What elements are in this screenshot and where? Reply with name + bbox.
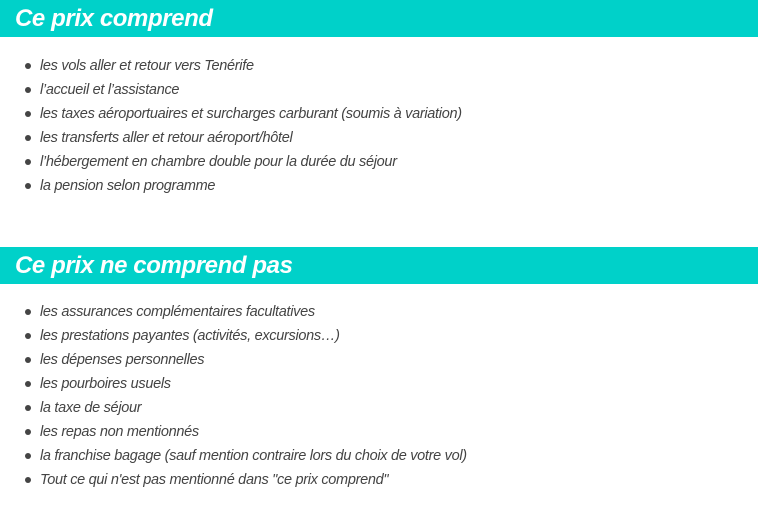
- list-item: [0, 372, 758, 396]
- excluded-list: [0, 300, 758, 492]
- list-item-text: les assurances complémentaires facultatives: [40, 304, 315, 320]
- bullet-icon: [25, 333, 31, 339]
- list-item: [0, 324, 758, 348]
- list-item-text: la taxe de séjour: [40, 400, 142, 416]
- list-item-text: la franchise bagage (sauf mention contraire lors du choix de votre vol): [40, 448, 467, 464]
- list-item: [0, 126, 758, 150]
- list-item-text: l’hébergement en chambre double pour la durée du séjour: [40, 154, 397, 170]
- list-item-text: les repas non mentionnés: [40, 424, 199, 440]
- list-item-text: les pourboires usuels: [40, 376, 171, 392]
- bullet-icon: [25, 159, 31, 165]
- list-item: [0, 396, 758, 420]
- bullet-icon: [25, 357, 31, 363]
- list-item: [0, 348, 758, 372]
- bullet-icon: [25, 183, 31, 189]
- list-item-text: l’accueil et l’assistance: [40, 82, 180, 98]
- list-item-text: les prestations payantes (activités, excursions…): [40, 328, 340, 344]
- bullet-icon: [25, 135, 31, 141]
- list-item: [0, 102, 758, 126]
- bullet-icon: [25, 63, 31, 69]
- list-item-text: les vols aller et retour vers Tenérife: [40, 58, 254, 74]
- list-item: [0, 174, 758, 198]
- included-heading: Ce prix comprend: [0, 0, 758, 37]
- list-item-text: les dépenses personnelles: [40, 352, 205, 368]
- list-item: [0, 54, 758, 78]
- included-section: [0, 0, 758, 198]
- bullet-icon: [25, 111, 31, 117]
- bullet-icon: [25, 429, 31, 435]
- bullet-icon: [25, 477, 31, 483]
- list-item-text: les taxes aéroportuaires et surcharges carburant (soumis à variation): [40, 106, 462, 122]
- list-item: [0, 300, 758, 324]
- excluded-section: [0, 247, 758, 492]
- list-item-text: Tout ce qui n'est pas mentionné dans "ce prix comprend": [40, 472, 389, 488]
- excluded-heading: Ce prix ne comprend pas: [0, 247, 758, 284]
- bullet-icon: [25, 405, 31, 411]
- list-item-text: la pension selon programme: [40, 178, 216, 194]
- list-item-text: les transferts aller et retour aéroport/hôtel: [40, 130, 293, 146]
- list-item: [0, 444, 758, 468]
- bullet-icon: [25, 453, 31, 459]
- included-list: [0, 54, 758, 198]
- list-item: [0, 150, 758, 174]
- bullet-icon: [25, 381, 31, 387]
- list-item: [0, 78, 758, 102]
- bullet-icon: [25, 309, 31, 315]
- list-item: [0, 420, 758, 444]
- list-item: [0, 468, 758, 492]
- bullet-icon: [25, 87, 31, 93]
